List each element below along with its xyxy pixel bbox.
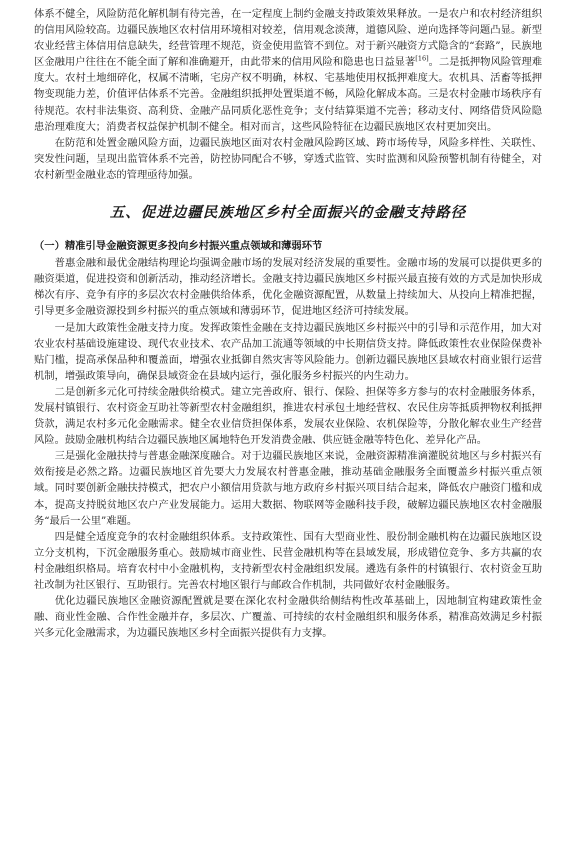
body-paragraph: 优化边疆民族地区金融资源配置就是要在深化农村金融供给侧结构性改革基础上，因地制宜构建政策性金融、商业性金融、合作性金融并存，多层次、广覆盖、可持续的农村金融组织和服务体系，精准高效满足乡村振兴多元化金融需求，为边疆民族地区乡村全面振兴提供有力支撑。 <box>34 595 542 640</box>
body-paragraph: 普惠金融和最优金融结构理论均强调金融市场的发展对经济发展的重要性。金融市场的发展可以提供更多的融资渠道，促进投资和创新活动，推动经济增长。金融支持边疆民族地区乡村振兴最直接有效的方式是加快形成梯次有序、竞争有序的多层次农村金融供给体系，优化金融资源配置，从数量上持续加大、从投向上精准把握，引导更多金融资源投到乡村振兴的重点领域和薄弱环节，促进地区经济可持续发展。 <box>34 257 542 318</box>
intro-paragraph-1-text: 体系不健全，风险防范化解机制有待完善，在一定程度上制约金融支持政策效果释放。一是农户和农村经济组织的信用风险较高。边疆民族地区农村信用环境相对较差，信用观念淡薄，道德风险、逆向选择等问题凸显。新型农业经营主体信用信息缺失，经营管理不规范，资金使用监管不到位。对于新兴融资方式隐含的“套路”，民族地区金融用户往往在不能全面了解和准确避开，由此带来的信用风险和隐患也日益显著 <box>34 8 542 69</box>
document-page <box>34 6 542 641</box>
footnote-reference[interactable]: [16] <box>415 54 429 63</box>
body-paragraph: 一是加大政策性金融支持力度。发挥政策性金融在支持边疆民族地区乡村振兴中的引导和示范作用，加大对农业农村基础设施建设、现代农业技术、农产品加工流通等领域的中长期信贷支持。降低政策性农业保险保费补贴门槛，提高承保品种和覆盖面，增强农业抵御自然灾害等风险能力。创新边疆民族地区县域农村商业银行运营机制，增强政策导向，确保县域资金在县域内运行，强化服务乡村振兴的内生动力。 <box>34 321 542 382</box>
body-paragraph: 四是健全适度竞争的农村金融组织体系。支持政策性、国有大型商业性、股份制金融机构在边疆民族地区设立分支机构，下沉金融服务重心。鼓励城市商业性、民营金融机构等在县域发展，形成错位竞争、多方共赢的农村金融组织格局。培育农村中小金融机构，支持新型农村金融组织发展。遴选有条件的村镇银行、农村资金互助社改制为社区银行、互助银行。完善农村地区银行与邮政合作机制，共同做好农村金融服务。 <box>34 530 542 591</box>
intro-paragraph-2: 在防范和处置金融风险方面，边疆民族地区面对农村金融风险跨区域、跨市场传导，风险多样性、关联性、突发性问题，呈现出监管体系不完善，防控协同配合不够，穿透式监管、实时监测和风险预警机制有待健全，对农村新型金融业态的管理亟待加强。 <box>34 136 542 181</box>
subsection-heading: （一）精准引导金融资源更多投向乡村振兴重点领域和薄弱环节 <box>34 240 323 253</box>
intro-paragraph-1 <box>34 6 542 135</box>
body-paragraph: 二是创新多元化可持续金融供给模式。建立完善政府、银行、保险、担保等多方参与的农村金融服务体系，发展村镇银行、农村资金互助社等新型农村金融组织，推进农村承包土地经营权、农民住房等抵质押物权利抵押贷款，满足农村多元化金融需求。健全农业信贷担保体系，发展农业保险、农机保险等，分散化解农业生产经营风险。鼓励金融机构结合边疆民族地区属地特色开发消费金融、供应链金融等特色化、差异化产品。 <box>34 385 542 447</box>
body-paragraph: 三是强化金融扶持与普惠金融深度融合。对于边疆民族地区来说，金融资源精准滴灌脱贫地区与乡村振兴有效衔接是必然之路。边疆民族地区首先要大力发展农村普惠金融，推动基础金融服务全面覆盖乡村振兴重点领域。同时要创新金融扶持模式，把农户小额信用贷款与地方政府乡村振兴项目结合起来，降低农户融资门槛和成本，提高支持脱贫地区农户产业发展能力。运用大数据、物联网等金融科技手段，破解边疆民族地区农村金融服务“最后一公里”难题。 <box>34 450 542 527</box>
intro-paragraph-1-continued: 。二是抵押物风险管理难度大。农村土地细碎化，权属不清晰，宅房产权不明确，林权、宅基地使用权抵押难度大。农机具、活畜等抵押物变现能力差，价值评估体系不完善。金融组织抵押处置渠道不畅，风险化解成本高。三是农村金融市场秩序有待规范。农村非法集资、高利贷、金融产品同质化恶性竞争；支付结算渠道不完善；移动支付、网络借贷风险隐患治理难度大；消费者权益保护机制不健全。相对而言，这些风险特征在边疆民族地区农村更加突出。 <box>34 56 542 133</box>
section-heading: 五、促进边疆民族地区乡村全面振兴的金融支持路径 <box>109 205 467 222</box>
